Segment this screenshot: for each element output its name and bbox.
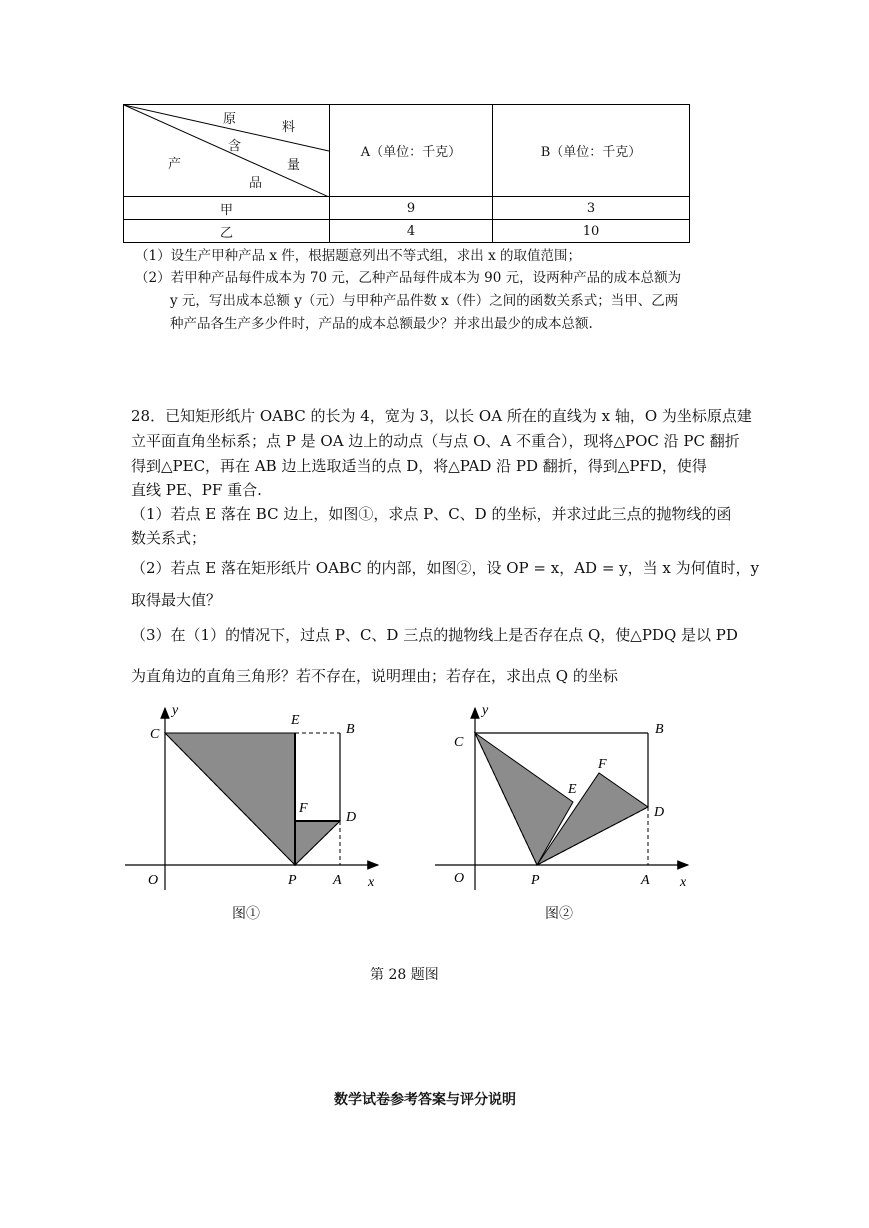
row-a: 4 <box>330 220 493 243</box>
diag-label-6: 品 <box>249 176 263 191</box>
label-F: F <box>299 801 308 816</box>
label-C: C <box>150 727 160 742</box>
header-a: A（单位：千克） <box>330 105 493 197</box>
q28-line1: 28．已知矩形纸片 OABC 的长为 4，宽为 3，以长 OA 所在的直线为 x 轴，O 为坐标原点建 <box>131 407 752 425</box>
label-y: y <box>482 703 489 718</box>
diag-label-4: 量 <box>287 158 301 173</box>
label-D: D <box>346 810 357 825</box>
material-table <box>123 104 690 243</box>
q27-part2-line1: （2）若甲种产品每件成本为 70 元，乙种产品每件成本为 90 元，设两种产品的成本总额为 <box>135 270 682 286</box>
q27-part1: （1）设生产甲种产品 x 件，根据题意列出不等式组，求出 x 的取值范围； <box>135 248 581 264</box>
label-P: P <box>288 873 297 888</box>
table-row <box>124 220 690 243</box>
label-A: A <box>333 873 342 888</box>
row-b: 3 <box>493 197 690 220</box>
diag-label-2: 料 <box>282 120 296 135</box>
q28-line3: 得到△PEC，再在 AB 边上选取适当的点 D，将△PAD 沿 PD 翻折，得到△PFD，使得 <box>131 457 707 475</box>
figure-caption: 第 28 题图 <box>370 967 439 983</box>
label-O: O <box>148 873 159 888</box>
q28-line4: 直线 PE、PF 重合. <box>131 481 262 499</box>
figure-2-caption: 图② <box>545 906 573 922</box>
q28-line2: 立平面直角坐标系；点 P 是 OA 边上的动点（与点 O、A 不重合），现将△POC 沿 PC 翻折 <box>131 432 740 450</box>
answer-title: 数学试卷参考答案与评分说明 <box>334 1092 516 1108</box>
header-b: B（单位：千克） <box>493 105 690 197</box>
diag-label-1: 原 <box>223 112 237 127</box>
figure-2-diagram <box>430 700 700 900</box>
q28-sub3-line1: （3）在（1）的情况下，过点 P、C、D 三点的抛物线上是否存在点 Q，使△PDQ 是以 PD <box>131 626 738 644</box>
label-B: B <box>655 722 664 737</box>
label-x: x <box>680 875 687 890</box>
label-P: P <box>531 873 540 888</box>
q28-sub3-line2: 为直角边的直角三角形？若不存在，说明理由；若存在，求出点 Q 的坐标 <box>131 667 618 685</box>
row-a: 9 <box>330 197 493 220</box>
label-F: F <box>598 757 607 772</box>
table-row <box>124 197 690 220</box>
label-E: E <box>291 713 300 728</box>
q28-sub2-line2: 取得最大值？ <box>131 591 222 609</box>
figure-1-diagram <box>120 700 390 900</box>
row-name: 乙 <box>124 220 330 243</box>
label-B: B <box>346 722 355 737</box>
diag-label-5: 产 <box>168 157 182 172</box>
label-D: D <box>654 805 665 820</box>
label-A: A <box>641 873 650 888</box>
label-y: y <box>172 703 179 718</box>
label-C: C <box>454 735 464 750</box>
q28-sub1-line1: （1）若点 E 落在 BC 边上，如图①，求点 P、C、D 的坐标，并求过此三点的抛物线的函 <box>131 505 732 523</box>
q27-part2-line2: y 元，写出成本总额 y（元）与甲种产品件数 x（件）之间的函数关系式；当甲、乙两 <box>170 293 679 309</box>
label-E: E <box>568 782 577 797</box>
q28-sub2-line1: （2）若点 E 落在矩形纸片 OABC 的内部，如图②，设 OP = x，AD = y，当 x 为何值时，y <box>131 559 760 577</box>
q27-part2-line3: 种产品各生产多少件时，产品的成本总额最少？并求出最少的成本总额. <box>170 316 593 332</box>
diag-label-3: 含 <box>228 139 242 154</box>
row-b: 10 <box>493 220 690 243</box>
figure-1-caption: 图① <box>232 906 260 922</box>
table-diagonal-header <box>124 105 330 197</box>
q28-sub1-line2: 数关系式； <box>131 529 207 547</box>
row-name: 甲 <box>124 197 330 220</box>
label-O: O <box>454 871 465 886</box>
label-x: x <box>368 875 375 890</box>
